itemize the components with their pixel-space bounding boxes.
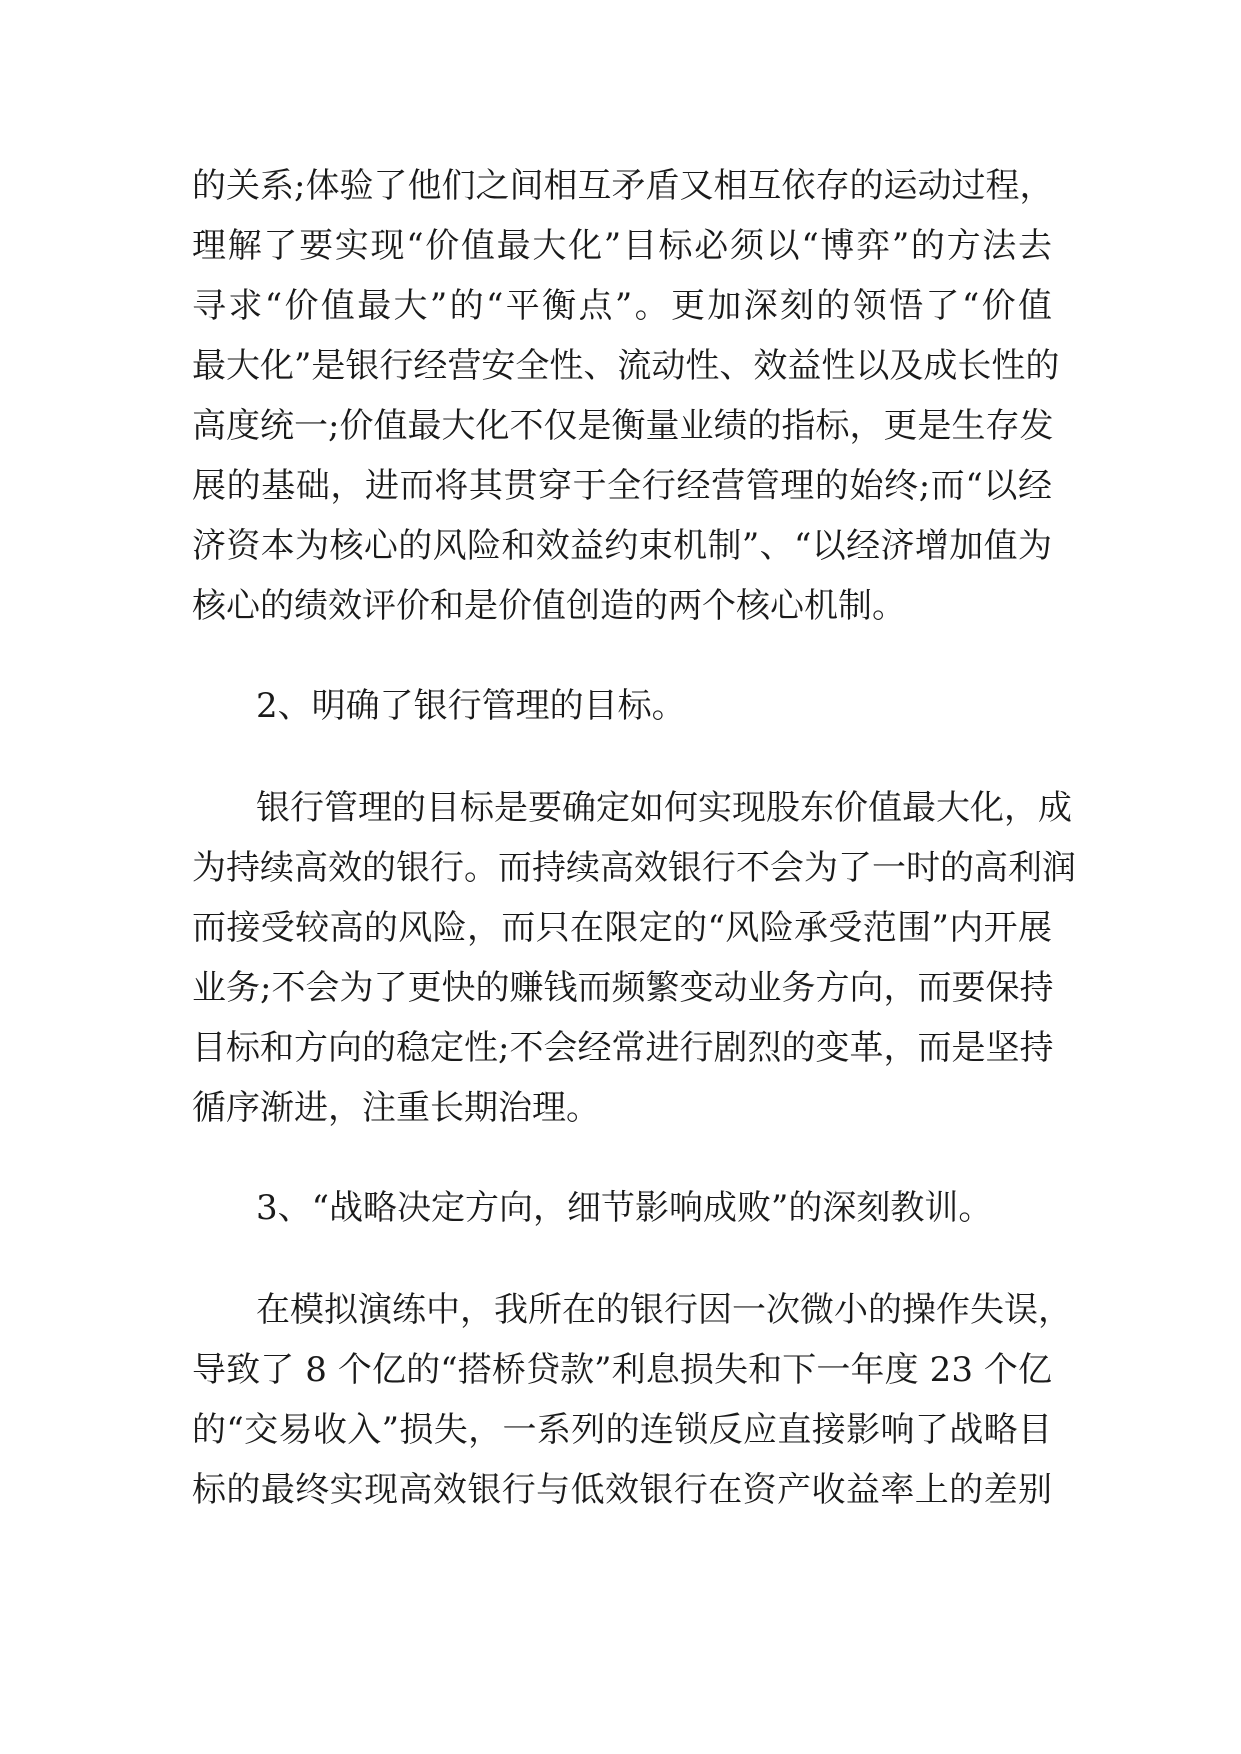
- paragraph-2-line-6: 循序渐进，注重长期治理。: [192, 1088, 600, 1128]
- section-heading-2: 2、明确了银行管理的目标。: [256, 686, 686, 726]
- paragraph-1-line-1: 的关系;体验了他们之间相互矛盾又相互依存的运动过程，: [192, 166, 1054, 206]
- paragraph-3-line-4: 标的最终实现高效银行与低效银行在资产收益率上的差别: [192, 1470, 1052, 1510]
- paragraph-1-line-5: 高度统一;价值最大化不仅是衡量业绩的指标，更是生存发: [192, 406, 1054, 446]
- paragraph-2-line-2: 为持续高效的银行。而持续高效银行不会为了一时的高利润: [192, 848, 1076, 888]
- paragraph-2-line-3: 而接受较高的风险，而只在限定的“风险承受范围”内开展: [192, 908, 1052, 948]
- paragraph-3-line-2: 导致了 8 个亿的“搭桥贷款”利息损失和下一年度 23 个亿: [192, 1350, 1052, 1390]
- paragraph-1-line-4: 最大化”是银行经营安全性、流动性、效益性以及成长性的: [192, 346, 1060, 386]
- section-heading-3: 3、“战略决定方向，细节影响成败”的深刻教训。: [256, 1188, 993, 1228]
- paragraph-2-line-1: 银行管理的目标是要确定如何实现股东价值最大化，成: [256, 788, 1072, 828]
- paragraph-2-line-5: 目标和方向的稳定性;不会经常进行剧烈的变革，而是坚持: [192, 1028, 1054, 1068]
- paragraph-3-line-1: 在模拟演练中，我所在的银行因一次微小的操作失误，: [256, 1290, 1072, 1330]
- paragraph-2-line-4: 业务;不会为了更快的赚钱而频繁变动业务方向，而要保持: [192, 968, 1054, 1008]
- paragraph-1-line-8: 核心的绩效评价和是价值创造的两个核心机制。: [192, 586, 906, 626]
- paragraph-1-line-3: 寻求“价值最大”的“平衡点”。更加深刻的领悟了“价值: [192, 286, 1052, 326]
- paragraph-1-line-2: 理解了要实现“价值最大化”目标必须以“博弈”的方法去: [192, 226, 1052, 266]
- paragraph-3-line-3: 的“交易收入”损失，一系列的连锁反应直接影响了战略目: [192, 1410, 1052, 1450]
- paragraph-1-line-7: 济资本为核心的风险和效益约束机制”、“以经济增加值为: [192, 526, 1052, 566]
- paragraph-1-line-6: 展的基础，进而将其贯穿于全行经营管理的始终;而“以经: [192, 466, 1052, 506]
